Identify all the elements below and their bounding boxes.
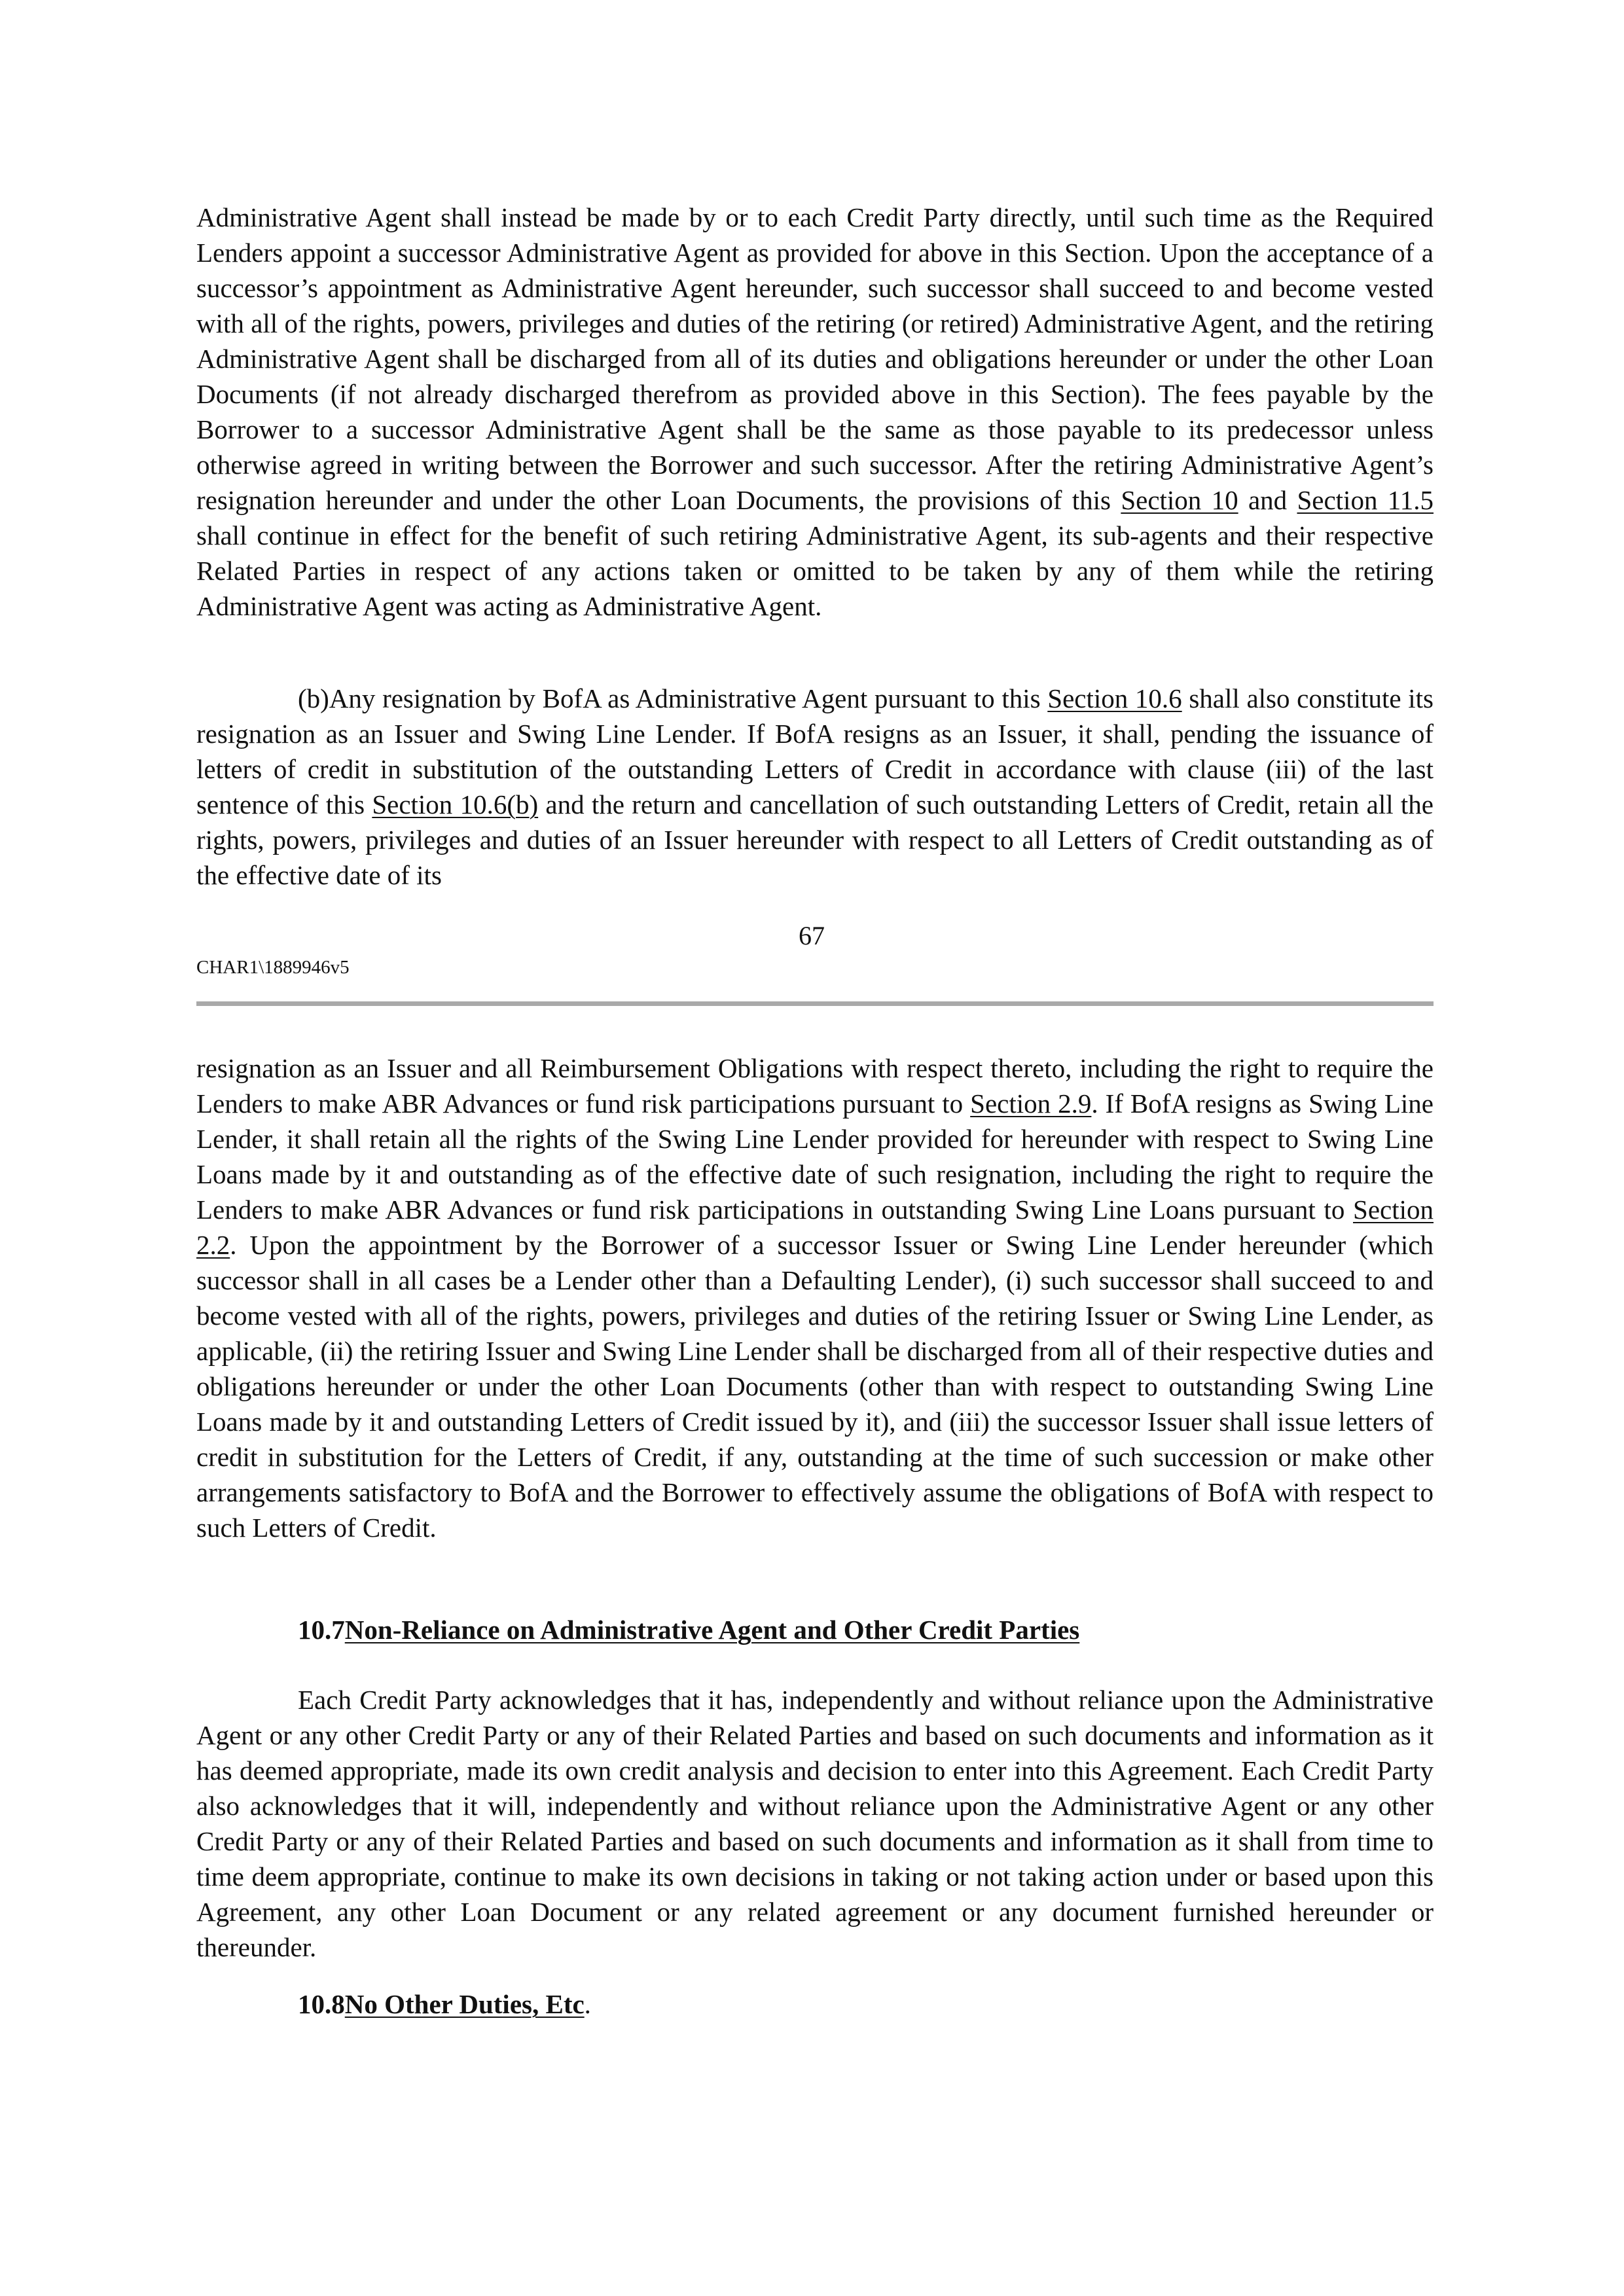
page-divider (196, 1001, 1434, 1006)
section-title: No Other Duties, Etc (344, 1989, 585, 2019)
section-11-5-reference: Section 11.5 (1297, 485, 1434, 515)
section-number: 10.8 (298, 1989, 345, 2019)
section-10-reference: Section 10 (1121, 485, 1238, 515)
section-number: 10.7 (298, 1615, 345, 1645)
section-10-6-reference: Section 10.6 (1047, 683, 1182, 713)
paragraph-b: (b)Any resignation by BofA as Administrative Agent pursuant to this Section 10.6 shall also constitute its resignation as an Issuer and Swing Line Lender. If BofA resigns as an Issuer, it shall, pending the issuance of letters of credit in substitution of the outstanding Letters of Credit in accordance with clause (iii) of the last sentence of this Section 10.6(b) and the return and cancellation of such outstanding Letters of Credit, retain all the rights, powers, privileges and duties of an Issuer hereunder with respect to all Letters of Credit outstanding as of the effective date of its (196, 683, 1434, 890)
document-id: CHAR1\1889946v5 (196, 957, 350, 978)
section-heading-10-7 (298, 1612, 1079, 1647)
section-10-6b-reference: Section 10.6(b) (372, 789, 539, 819)
section-heading-10-8: 10.8No Other Duties, Etc. (298, 1989, 591, 2019)
page2-continuation-paragraph: resignation as an Issuer and all Reimbursement Obligations with respect thereto, including the right to require the Lenders to make ABR Advances or fund risk participations pursuant to Section 2.9. If BofA resigns as Swing Line Lender, it shall retain all the rights of the Swing Line Lender provided for hereunder with respect to Swing Line Loans made by it and outstanding as of the effective date of such resignation, including the right to require the Lenders to make ABR Advances or fund risk participations in outstanding Swing Line Loans pursuant to Section 2.2. Upon the appointment by the Borrower of a successor Issuer or Swing Line Lender hereunder (which successor shall in all cases be a Lender other than a Defaulting Lender), (i) such successor shall succeed to and become vested with all of the rights, powers, privileges and duties of the retiring Issuer or Swing Line Lender, as applicable, (ii) the retiring Issuer and Swing Line Lender shall be discharged from all of their respective duties and obligations hereunder or under the other Loan Documents (other than with respect to outstanding Swing Line Loans made by it and outstanding Letters of Credit issued by it), and (iii) the successor Issuer shall issue letters of credit in substitution for the Letters of Credit, if any, outstanding at the time of such succession or make other arrangements satisfactory to BofA and the Borrower to effectively assume the obligations of BofA with respect to such Letters of Credit. (196, 1053, 1434, 1543)
paragraph-10-7: Each Credit Party acknowledges that it has, independently and without reliance upon the Administrative Agent or any other Credit Party or any of their Related Parties and based on such documents and information as it has deemed appropriate, made its own credit analysis and decision to enter into this Agreement. Each Credit Party also acknowledges that it will, independently and without reliance upon the Administrative Agent or any other Credit Party or any of their Related Parties and based on such documents and information as it shall from time to time deem appropriate, continue to make its own decisions in taking or not taking action under or based upon this Agreement, any other Loan Document or any related agreement or any document furnished hereunder or thereunder. (196, 1685, 1434, 1962)
section-2-2-reference: Section 2.2 (196, 1194, 1434, 1260)
page1-continuation-paragraph: Administrative Agent shall instead be made by or to each Credit Party directly, until such time as the Required Lenders appoint a successor Administrative Agent as provided for above in this Section. Upon the acceptance of a successor’s appointment as Administrative Agent hereunder, such successor shall succeed to and become vested with all of the rights, powers, privileges and duties of the retiring (or retired) Administrative Agent, and the retiring Administrative Agent shall be discharged from all of its duties and obligations hereunder or under the other Loan Documents (if not already discharged therefrom as provided above in this Section). The fees payable by the Borrower to a successor Administrative Agent shall be the same as those payable to its predecessor unless otherwise agreed in writing between the Borrower and such successor. After the retiring Administrative Agent’s resignation hereunder and under the other Loan Documents, the provisions of this Section 10 and Section 11.5 shall continue in effect for the benefit of such retiring Administrative Agent, its sub-agents and their respective Related Parties in respect of any actions taken or omitted to be taken by any of them while the retiring Administrative Agent was acting as Administrative Agent. (196, 202, 1434, 621)
page-number: 67 (799, 921, 825, 950)
section-title: Non-Reliance on Administrative Agent and Other Credit Parties (344, 1615, 1080, 1645)
section-2-9-reference: Section 2.9 (970, 1088, 1092, 1119)
